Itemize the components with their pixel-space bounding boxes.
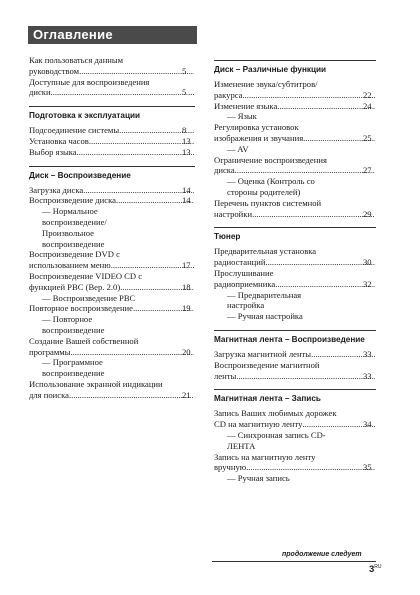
toc-entry	[214, 452, 376, 474]
toc-entry-text: руководством	[29, 65, 80, 76]
leader-dots	[252, 209, 375, 220]
toc-entry-text: Регулировка установок	[214, 122, 299, 133]
toc-entry-text: Ограничение воспроизведения	[214, 154, 327, 165]
toc-subentry-text: настройка	[227, 300, 265, 311]
toc-page-number: 32	[363, 278, 372, 289]
toc-subentry-text: воспроизведение	[42, 324, 105, 335]
toc-entry-text: Воспроизведение VIDEO CD с	[29, 270, 143, 281]
toc-entry-row	[214, 257, 376, 268]
toc-entry-text: Загрузка магнитной ленты	[214, 348, 312, 359]
toc-subentry-text: стороны родителей)	[227, 186, 301, 197]
toc-entry-row	[214, 132, 376, 144]
toc-entry-text: ракурса	[214, 89, 243, 100]
toc-subentry	[214, 473, 376, 484]
toc-entry-text: Подсоединение системы	[29, 125, 120, 136]
toc-entry-row	[29, 281, 195, 293]
toc-page-number: 33	[363, 348, 372, 359]
toc-page-number: 25	[363, 132, 372, 143]
toc-entry	[214, 246, 376, 268]
toc-entry-text: Перечень пунктов системной	[214, 197, 322, 208]
toc-section	[214, 389, 376, 484]
toc-subentry-text: — Нормальное	[42, 206, 98, 217]
footer-divider	[212, 561, 376, 562]
section-heading: Тюнер	[214, 227, 376, 242]
toc-entry-row	[29, 389, 195, 401]
section-heading: Магнитная лента – Воспроизведение	[214, 330, 376, 345]
toc-section	[214, 227, 376, 322]
continued-note: продолжение следует	[282, 551, 362, 558]
toc-entry-row	[214, 165, 376, 176]
toc-subentry-text: — Язык	[227, 111, 257, 122]
toc-entry-row	[214, 89, 376, 101]
toc-page-number: 22	[363, 89, 372, 100]
toc-subentry	[214, 144, 376, 155]
leader-dots	[235, 165, 375, 176]
toc-entry	[29, 379, 195, 401]
toc-entry-row	[29, 303, 195, 314]
leader-dots	[70, 347, 194, 358]
toc-entry	[214, 360, 376, 382]
toc-entry-text: радиостанций	[214, 257, 266, 268]
toc-entry-text: программы	[29, 346, 71, 357]
toc-page-number: 14	[182, 184, 191, 195]
toc-entry-text: использованием меню	[29, 260, 111, 271]
toc-subentry-text: воспроизведение/	[42, 216, 107, 227]
leader-dots	[277, 101, 375, 112]
toc-page-number: 24	[363, 100, 372, 111]
toc-entry-text: Как пользоваться данным	[29, 55, 124, 65]
toc-entry	[29, 55, 195, 77]
toc-entry-text: Использование экранной индикации	[29, 378, 163, 389]
toc-entry-text: ленты	[214, 370, 237, 381]
toc-entry	[29, 185, 195, 196]
toc-entry	[214, 198, 376, 220]
toc-entry-text: Доступные для воспроизведения	[29, 76, 150, 87]
section-heading: Магнитная лента – Запись	[214, 389, 376, 404]
toc-entry-row	[214, 348, 376, 360]
toc-section	[214, 60, 376, 219]
toc-entry-text: диски	[29, 87, 51, 98]
toc-subentry-text: Произвольное	[42, 227, 94, 238]
toc-subentry	[29, 314, 195, 336]
toc-entry-text: Загрузка диска	[29, 184, 84, 195]
toc-entry-row	[214, 208, 376, 220]
leader-dots	[83, 185, 194, 196]
toc-subentry-text: воспроизведение	[42, 238, 105, 249]
toc-subentry	[214, 111, 376, 122]
toc-entry-row	[29, 184, 195, 196]
toc-subentry-text: воспроизведение	[42, 368, 105, 379]
toc-entry	[214, 79, 376, 101]
section-heading: Диск – Воспроизведение	[29, 166, 195, 181]
toc-entry	[29, 136, 195, 147]
toc-page-number: 30	[363, 257, 372, 268]
toc-intro	[29, 55, 195, 98]
toc-entry	[29, 249, 195, 271]
section-heading: Подготовка к эксплуатации	[29, 106, 195, 121]
toc-entry-text: изображения и звучания	[214, 132, 304, 143]
toc-subentry-text: — Оценка (Контроль со	[227, 176, 315, 187]
toc-entry	[214, 349, 376, 360]
toc-subentry	[29, 357, 195, 379]
toc-page-number: 35	[363, 462, 372, 473]
toc-subentry-text: — AV	[227, 143, 249, 154]
toc-entry-text: Воспроизведение DVD с	[29, 249, 120, 260]
toc-entry-text: Прослушивание	[214, 267, 274, 278]
leader-dots	[265, 257, 375, 268]
toc-page-number: 8	[182, 125, 187, 136]
toc-page-number: 5	[182, 65, 187, 76]
toc-subentry-text: — Синхронная запись CD-	[227, 429, 326, 440]
toc-entry-text: Воспроизведение магнитной	[214, 359, 320, 370]
toc-entry-text: Установка часов	[29, 135, 89, 146]
leader-dots	[69, 390, 194, 401]
toc-entry-text: Изменение языка	[214, 100, 278, 111]
toc-page-number: 29	[363, 208, 372, 219]
leader-dots	[246, 462, 375, 473]
leader-dots	[79, 66, 194, 77]
toc-entry-text: для поиска	[29, 389, 69, 400]
toc-entry-text: радиоприемника	[214, 278, 276, 289]
toc-entry-row	[214, 100, 376, 112]
toc-subentry-text: — Ручная настройка	[227, 311, 303, 322]
leader-dots	[51, 87, 194, 98]
toc-entry	[214, 122, 376, 144]
toc-entry-row	[214, 419, 376, 430]
toc-subentry	[214, 311, 376, 322]
toc-entry-text: Повторное воспроизведение	[29, 303, 133, 314]
toc-subentry-text: — Ручная запись	[227, 473, 290, 484]
toc-entry-text: функцией PBC (Вер. 2.0)	[29, 281, 121, 292]
toc-page-number: 17	[182, 260, 191, 271]
toc-subentry	[214, 290, 376, 312]
toc-entry-text: Создание Вашей собственной	[29, 335, 139, 346]
toc-page-number: 18	[182, 281, 191, 292]
toc-page-number: 33	[363, 370, 372, 381]
toc-subentry-text: — Предварительная	[227, 289, 302, 300]
toc-left-column	[29, 55, 195, 409]
leader-dots	[89, 136, 194, 147]
toc-entry	[29, 336, 195, 358]
toc-entry-text: вручную	[214, 462, 247, 473]
section-heading: Диск – Различные функции	[214, 60, 376, 75]
toc-entry-text: Запись на магнитную ленту	[214, 451, 316, 462]
toc-entry-row	[29, 146, 195, 158]
leader-dots	[275, 279, 375, 290]
toc-section	[29, 106, 195, 157]
toc-entry-text: Выбор языка	[29, 146, 77, 157]
toc-page-number: 27	[363, 165, 372, 176]
toc-entry	[214, 408, 376, 430]
toc-page-number: 21	[182, 389, 191, 400]
toc-entry-text: настройки	[214, 208, 253, 219]
toc-entry	[214, 268, 376, 290]
toc-entry-text: Воспроизведение диска	[29, 195, 116, 206]
toc-entry-text: Предварительная установка	[214, 246, 317, 257]
toc-entry	[29, 195, 195, 206]
toc-subentry	[214, 430, 376, 452]
toc-page-number: 5	[182, 87, 187, 98]
leader-dots	[236, 371, 375, 382]
toc-subentry-text: ЛЕНТА	[227, 440, 256, 451]
toc-title: Оглавление	[28, 26, 197, 44]
toc-page-number: 14	[182, 195, 191, 206]
toc-entry-row	[29, 135, 195, 147]
leader-dots	[243, 90, 376, 101]
toc-subentry	[29, 206, 195, 249]
toc-entry	[29, 271, 195, 293]
toc-entry	[29, 125, 195, 136]
page-number: $3^{RU}$	[369, 564, 382, 576]
toc-page-number: 13	[182, 135, 191, 146]
toc-entry-text: CD на магнитную ленту	[214, 419, 303, 430]
toc-subentry	[214, 176, 376, 198]
toc-entry-row	[214, 370, 376, 382]
toc-section	[29, 166, 195, 401]
toc-entry-row	[29, 87, 195, 98]
toc-entry-row	[29, 65, 195, 77]
toc-entry-row	[29, 260, 195, 271]
toc-entry-row	[214, 462, 376, 473]
leader-dots	[77, 147, 194, 158]
toc-entry	[29, 303, 195, 314]
toc-subentry-text: — Воспроизведение PBC	[42, 292, 136, 303]
toc-entry-text: Запись Ваших любимых дорожек	[214, 408, 337, 419]
toc-entry-row	[29, 125, 195, 136]
toc-subentry-text: — Повторное	[42, 314, 93, 325]
toc-subentry	[29, 293, 195, 304]
toc-entry-row	[214, 278, 376, 290]
toc-right-column	[214, 60, 376, 492]
toc-entry	[29, 147, 195, 158]
toc-entry-text: Изменение звука/субтитров/	[214, 79, 318, 89]
toc-entry	[214, 155, 376, 177]
toc-page-number: 20	[182, 346, 191, 357]
toc-entry	[214, 101, 376, 112]
toc-subentry-text: — Программное	[42, 357, 103, 368]
toc-entry-row	[29, 195, 195, 206]
toc-section	[214, 330, 376, 381]
toc-entry-text: диска	[214, 165, 235, 176]
toc-page-number: 34	[363, 419, 372, 430]
toc-page-number: 13	[182, 146, 191, 157]
toc-entry	[29, 77, 195, 99]
toc-entry-row	[29, 346, 195, 358]
toc-page-number: 19	[182, 303, 191, 314]
